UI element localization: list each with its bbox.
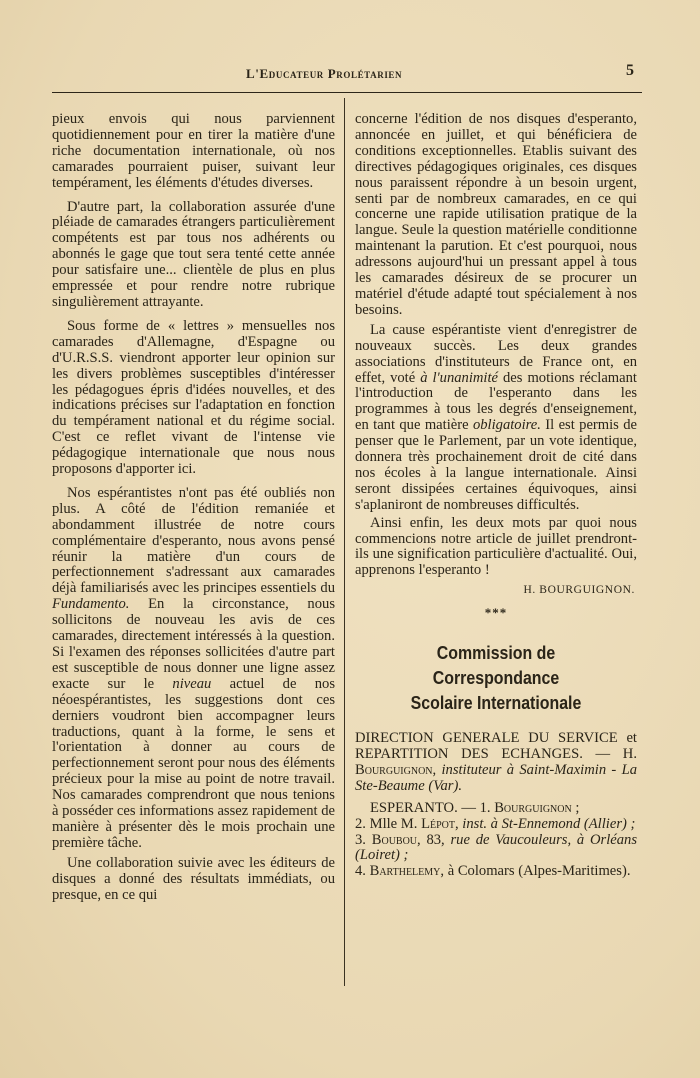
italic-run: rue de Vaucouleurs, à Orléans (Loiret) ; <box>355 831 637 864</box>
text-run: La cause espérantiste vient d'enregistrer de nouveaux succès. Les deux grandes associations d'instituteurs de France ont, en effet, voté <box>355 321 637 386</box>
section-heading <box>375 640 618 715</box>
heading-line: Scolaire Internationale <box>410 692 582 714</box>
signature: H. BOURGUIGNON. <box>523 584 635 597</box>
separator: *** <box>484 605 508 621</box>
text-run: Il est permis de penser que le Parlement, par un vote identique, donnera très prochainement droit de cité dans nos écoles à la langue internationale. Ainsi seront dissipées certaines équivoques, ainsi s'aplaniront de nombreuses difficultés. <box>355 417 638 513</box>
list-item <box>355 864 637 880</box>
text-run: 3. <box>355 831 372 848</box>
text-run: , 83, <box>417 831 451 848</box>
text-run: ; <box>571 799 580 816</box>
text-run: En la circonstance, nous sollicitons de nouveau les avis de ces camarades, directement intéressés à la question. Si l'examen des réponses sollicitées d'autre part est susceptible de nous donner une ligne assez exacte sur le <box>52 596 335 692</box>
journal-title: L'Educateur Prolétarien <box>246 66 403 81</box>
paragraph: pieux envois qui nous parviennent quotidiennement pour en tirer la matière d'une riche documentation internationale, où nos camarades pourraient puiser, suivant leur tempérament, les éléments d'études diverses. <box>52 111 335 191</box>
text-run: , à Colomars (Alpes-Maritimes). <box>440 863 631 880</box>
name-run: Boubou <box>371 831 418 848</box>
name-run: Bourguignon <box>494 799 572 816</box>
list-item <box>355 817 637 833</box>
italic-run: inst. à St-Ennemond (Allier) ; <box>462 815 636 832</box>
name-run: Bourguignon <box>355 761 433 778</box>
paragraph: D'autre part, la collaboration assurée d'une pléiade de camarades étrangers particulièrement compétents est par tous nos adhérents ou abonnés le gage que tout sera tenté cette année pour satisfaire une... clientèle de plus en plus empressée et pour rendre notre rubrique singulièrement attrayante. <box>52 198 335 310</box>
direction-paragraph <box>355 731 637 795</box>
text-run: ESPERANTO. — 1. <box>370 799 495 816</box>
italic-run: niveau <box>172 675 212 692</box>
text-run: des motions réclamant l'introduction de l'esperanto dans les programmes à tous les degrés d'enseignement, en tant que matière <box>355 369 637 434</box>
text-run: , <box>432 761 442 778</box>
text-run: 4. <box>355 863 370 880</box>
page-number: 5 <box>626 62 634 79</box>
paragraph: concerne l'édition de nos disques d'esperanto, annoncée en juillet, et qui bénéficiera de conditions exceptionnelles. Etablis suivant des directives pédagogiques originales, ces disques nous paraissent répondre à un besoin urgent, senti par de nombreux camarades, en ce qui concerne une rapide utilisation pratique de la langue. Seule la question matérielle conditionne maintenant la parution. Et c'est pourquoi, nous adressons aujourd'hui un pressant appel à tous les camarades désireux de se procurer un matériel d'étude adapté tout spécialement à nos besoins. <box>355 111 637 318</box>
paragraph: Ainsi enfin, les deux mots par quoi nous commencions notre article de juillet prendront-ils une signification particulière d'actualité. Oui, apprenons l'esperanto ! <box>355 514 637 579</box>
italic-run: Fundamento. <box>52 596 130 613</box>
paragraph: Une collaboration suivie avec les éditeurs de disques a donné des résultats immédiats, ou presque, en ce qui <box>52 854 335 903</box>
paragraph: Sous forme de « lettres » mensuelles nos camarades d'Allemagne, d'Espagne ou d'U.R.S.S. viendront apporter leur opinion sur les divers problèmes susceptibles d'intéresser les pédagogues épris d'idées nouvelles, et des indications précises sur l'adaptation en fonction du tempérament national et du régime social. C'est ce reflet vivant de l'intense vie pédagogique internationale que nous nous proposons d'apporter ici. <box>52 317 335 478</box>
left-column <box>52 112 335 904</box>
name-run: Barthelemy <box>369 863 441 880</box>
paragraph <box>52 486 335 852</box>
list-item <box>355 801 637 817</box>
italic-run: instituteur à Saint-Maximin - La Ste-Beaume (Var). <box>355 761 637 794</box>
text-run: , <box>455 815 463 832</box>
name-run: Lépot <box>421 815 455 832</box>
text-run: actuel de nos néoespérantistes, les suggestions dont ces derniers voudront bien accompagner leurs traductions, quant à la forme, le sens et l'orientation à donner au cours de perfectionnement seront pour nous des éléments précieux pour la mise au point de notre travail. Nos camarades comprendront que nous tenions à posséder ces informations assez rapidement de manière à présenter dès le mois prochain une première tâche. <box>52 675 335 851</box>
header-rule <box>52 92 642 93</box>
text-run: DIRECTION GENERALE DU SERVICE et REPARTITION DES ECHANGES. — H. <box>355 730 637 762</box>
right-column <box>355 112 637 880</box>
contact-list <box>355 801 637 881</box>
heading-line: Commission de Correspondance <box>432 642 560 689</box>
paragraph <box>355 323 637 514</box>
list-item <box>355 833 637 865</box>
italic-run: à l'unanimité <box>420 369 499 386</box>
running-header <box>52 62 640 84</box>
text-run: Nos espérantistes n'ont pas été oubliés non plus. A côté de l'édition remaniée et abondamment illustrée de notre cours complémentaire d'esperanto, nous avons pensé réunir la matière d'un cours de perfectionnement s'adressant aux camarades déjà familiarisés avec les principes essentiels du <box>52 484 335 597</box>
text-run: 2. Mlle M. <box>355 815 422 832</box>
column-divider <box>344 98 345 986</box>
italic-run: obligatoire. <box>472 417 541 434</box>
